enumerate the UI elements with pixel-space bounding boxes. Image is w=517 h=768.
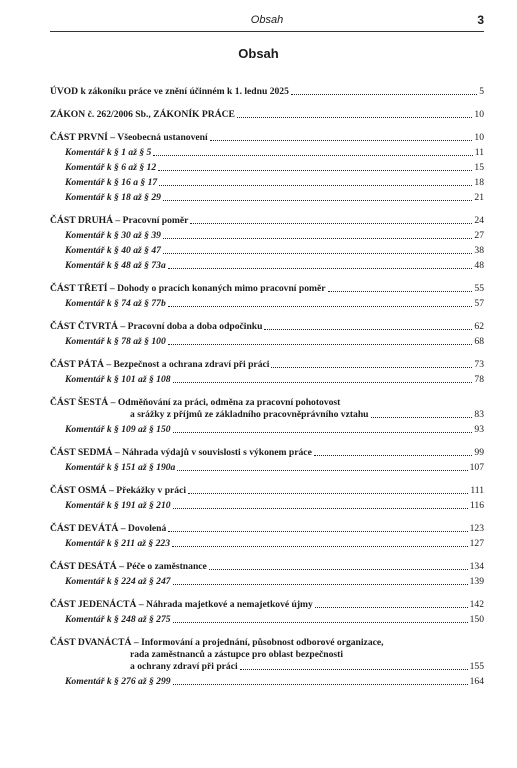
toc-entry-page: 164 (469, 676, 484, 687)
toc-entry-page: 99 (474, 447, 484, 458)
part-title: – Překážky v práci (106, 485, 187, 496)
toc-entry-page: 24 (474, 215, 484, 226)
part-title: – Odměňování za práci, odměna za pracovní pohotovost (108, 397, 341, 408)
leader-dots (291, 93, 477, 95)
part-title: – Bezpečnost a ochrana zdraví při práci (103, 359, 270, 370)
toc-entry-page: 68 (474, 336, 484, 347)
toc-entry-uvod[interactable] (50, 86, 484, 98)
toc-entry-page: 83 (474, 409, 484, 420)
leader-dots (371, 416, 473, 418)
leader-dots (328, 290, 473, 292)
toc-part-3[interactable] (50, 283, 484, 295)
toc-entry-page: 139 (469, 576, 484, 587)
leader-dots (188, 492, 468, 494)
toc-entry-label: ÚVOD k zákoníku práce ve znění účinném k 1. lednu 2025 (50, 86, 289, 97)
toc-entry-label: ZÁKON č. 262/2006 Sb., ZÁKONÍK PRÁCE (50, 109, 235, 120)
toc-commentary[interactable] (50, 538, 484, 550)
part-lead: ČÁST DVANÁCTÁ (50, 637, 132, 648)
toc-commentary[interactable] (50, 147, 484, 159)
toc-entry-label: Komentář k § 248 až § 275 (65, 614, 171, 625)
toc-entry-label: Komentář k § 211 až § 223 (65, 538, 171, 549)
toc-entry-page: 48 (474, 260, 484, 271)
toc-entry-page: 155 (469, 661, 484, 672)
toc-commentary[interactable] (50, 298, 484, 310)
toc-entry-page: 10 (474, 132, 484, 143)
toc-entry-label: Komentář k § 30 až § 39 (65, 230, 161, 241)
leader-dots (173, 683, 468, 685)
toc-entry-page: 10 (474, 109, 484, 120)
page-title: Obsah (238, 46, 279, 61)
toc-commentary[interactable] (50, 676, 484, 688)
leader-dots (172, 545, 468, 547)
part-title: – Dovolená (118, 523, 167, 534)
leader-dots (314, 454, 473, 456)
leader-dots (168, 305, 473, 307)
toc-part-6[interactable] (50, 397, 484, 421)
toc-entry-page: 127 (469, 538, 484, 549)
part-title-continuation: a srážky z příjmů ze základního pracovněprávního vztahu (130, 409, 369, 420)
part-title: – Náhrada výdajů v souvislosti s výkonem práce (112, 447, 312, 458)
page-number: 3 (477, 13, 484, 27)
toc-entry-page: 38 (474, 245, 484, 256)
toc-entry-label: Komentář k § 1 až § 5 (65, 147, 152, 158)
leader-dots (177, 469, 467, 471)
leader-dots (159, 184, 472, 186)
toc-commentary[interactable] (50, 260, 484, 272)
toc-part-2[interactable] (50, 215, 484, 227)
part-lead: ČÁST SEDMÁ (50, 447, 113, 458)
toc-entry-label: Komentář k § 191 až § 210 (65, 500, 171, 511)
part-title: – Všeobecná ustanovení (107, 132, 208, 143)
toc-entry-page: 111 (470, 485, 484, 496)
toc-commentary[interactable] (50, 374, 484, 386)
part-lead: ČÁST DRUHÁ (50, 215, 113, 226)
leader-dots (271, 366, 472, 368)
toc-entry-page: 73 (474, 359, 484, 370)
toc-entry-page: 15 (474, 162, 484, 173)
toc-entry-zakon[interactable] (50, 109, 484, 121)
part-lead: ČÁST TŘETÍ (50, 283, 108, 294)
leader-dots (168, 267, 473, 269)
leader-dots (163, 252, 472, 254)
toc-entry-label: Komentář k § 16 a § 17 (65, 177, 158, 188)
part-title: – Pracovní poměr (113, 215, 189, 226)
toc-entry-label: Komentář k § 224 až § 247 (65, 576, 171, 587)
leader-dots (240, 668, 468, 670)
toc-commentary[interactable] (50, 192, 484, 204)
running-header (50, 13, 484, 32)
part-title-continuation: rada zaměstnanců a zástupce pro oblast bezpečnosti (130, 649, 344, 660)
part-title: – Informování a projednání, působnost odborové organizace, (131, 637, 384, 648)
toc-entry-page: 150 (469, 614, 484, 625)
toc-commentary[interactable] (50, 162, 484, 174)
toc-entry-page: 21 (474, 192, 484, 203)
part-title: – Náhrada majetkové a nemajetkové újmy (136, 599, 313, 610)
toc-entry-label: Komentář k § 40 až § 47 (65, 245, 161, 256)
leader-dots (173, 621, 468, 623)
toc-part-1[interactable] (50, 132, 484, 144)
leader-dots (264, 328, 472, 330)
toc-entry-page: 134 (469, 561, 484, 572)
leader-dots (173, 507, 468, 509)
part-lead: ČÁST DEVÁTÁ (50, 523, 119, 534)
toc-entry-label: Komentář k § 109 až § 150 (65, 424, 171, 435)
toc-entry-label: Komentář k § 276 až § 299 (65, 676, 171, 687)
toc-part-12[interactable] (50, 637, 484, 673)
toc-commentary[interactable] (50, 424, 484, 436)
leader-dots (210, 139, 473, 141)
toc-commentary[interactable] (50, 177, 484, 189)
toc-commentary[interactable] (50, 336, 484, 348)
toc-entry-label: Komentář k § 18 až § 29 (65, 192, 161, 203)
part-lead: ČÁST PRVNÍ (50, 132, 108, 143)
leader-dots (168, 343, 473, 345)
part-lead: ČÁST ŠESTÁ (50, 397, 109, 408)
toc-entry-page: 93 (474, 424, 484, 435)
part-lead: ČÁST OSMÁ (50, 485, 107, 496)
toc-part-8[interactable] (50, 485, 484, 497)
toc-entry-page: 55 (474, 283, 484, 294)
toc-entry-label: Komentář k § 6 až § 12 (65, 162, 157, 173)
toc-part-10[interactable] (50, 561, 484, 573)
toc-entry-page: 62 (474, 321, 484, 332)
leader-dots (190, 222, 472, 224)
toc-part-11[interactable] (50, 599, 484, 611)
leader-dots (315, 606, 468, 608)
toc-commentary[interactable] (50, 245, 484, 257)
toc-entry-page: 142 (469, 599, 484, 610)
leader-dots (163, 199, 472, 201)
toc-entry-page: 123 (469, 523, 484, 534)
toc-commentary[interactable] (50, 462, 484, 474)
toc-entry-label: Komentář k § 48 až § 73a (65, 260, 166, 271)
leader-dots (158, 169, 472, 171)
toc-entry-label: Komentář k § 151 až § 190a (65, 462, 176, 473)
toc-entry-page: 57 (474, 298, 484, 309)
part-title: – Dohody o pracích konaných mimo pracovní poměr (107, 283, 326, 294)
toc-entry-page: 107 (469, 462, 484, 473)
part-lead: ČÁST ČTVRTÁ (50, 321, 118, 332)
toc-entry-page: 78 (474, 374, 484, 385)
toc-commentary[interactable] (50, 500, 484, 512)
toc-entry-page: 5 (479, 86, 484, 97)
part-lead: ČÁST JEDENÁCTÁ (50, 599, 137, 610)
leader-dots (163, 237, 472, 239)
running-title: Obsah (250, 14, 284, 26)
toc-entry-page: 18 (474, 177, 484, 188)
leader-dots (173, 381, 473, 383)
leader-dots (153, 154, 472, 156)
part-title-continuation: a ochrany zdraví při práci (130, 661, 238, 672)
toc-part-4[interactable] (50, 321, 484, 333)
toc-commentary[interactable] (50, 614, 484, 626)
part-lead: ČÁST PÁTÁ (50, 359, 104, 370)
part-title: – Pracovní doba a doba odpočinku (118, 321, 263, 332)
toc-part-5[interactable] (50, 359, 484, 371)
leader-dots (237, 116, 472, 118)
toc-entry-page: 116 (469, 500, 484, 511)
toc-entry-page: 27 (474, 230, 484, 241)
part-title: – Péče o zaměstnance (116, 561, 207, 572)
table-of-contents (50, 86, 484, 688)
leader-dots (168, 530, 467, 532)
leader-dots (173, 583, 468, 585)
toc-commentary[interactable] (50, 576, 484, 588)
toc-entry-label: Komentář k § 74 až § 77b (65, 298, 166, 309)
toc-entry-label: Komentář k § 101 až § 108 (65, 374, 171, 385)
part-lead: ČÁST DESÁTÁ (50, 561, 117, 572)
toc-part-7[interactable] (50, 447, 484, 459)
toc-entry-label: Komentář k § 78 až § 100 (65, 336, 166, 347)
toc-part-9[interactable] (50, 523, 484, 535)
leader-dots (173, 431, 473, 433)
leader-dots (209, 568, 468, 570)
toc-commentary[interactable] (50, 230, 484, 242)
toc-entry-page: 11 (474, 147, 484, 158)
